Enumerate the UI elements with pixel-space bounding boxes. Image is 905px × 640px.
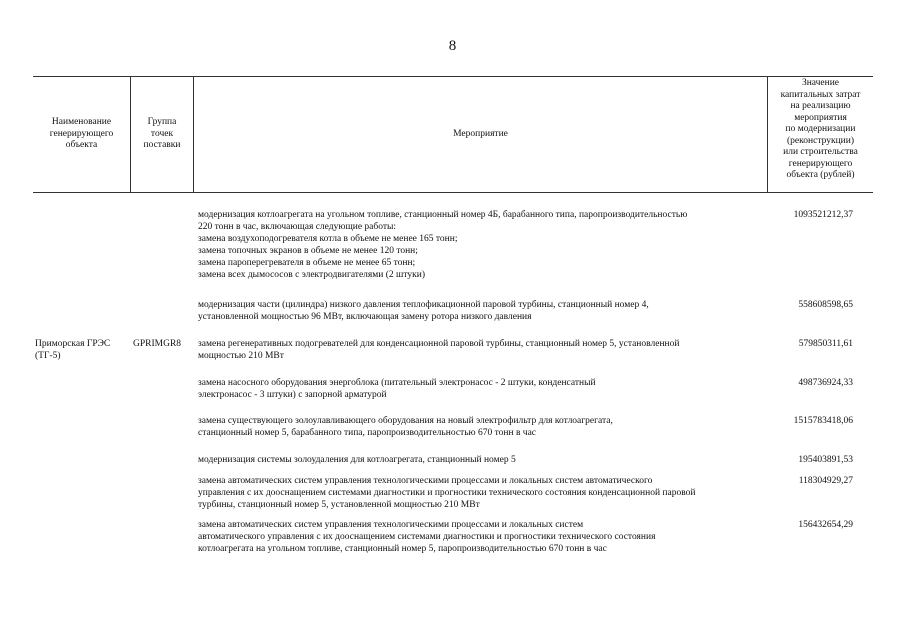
object-name-cell: Приморская ГРЭС (ТГ-5): [35, 339, 111, 361]
cost-row-2: 558608598,65: [798, 300, 853, 310]
measure-row-5: замена существующего золоулавливающего оборудования на новый электрофильтр для котлоагрегата, станционный номер 5, барабанного типа, паропроизводительностью 670 тонн в час: [198, 416, 613, 438]
measure-row-3: замена регенеративных подогревателей для конденсационной паровой турбины, станционный номер 5, установленной мощностью 210 МВт: [198, 339, 680, 361]
cost-row-6: 195403891,53: [798, 455, 853, 465]
measure-row-6: модернизация системы золоудаления для котлоагрегата, станционный номер 5: [198, 455, 516, 465]
measure-row-7: замена автоматических систем управления технологическими процессами и локальных систем автоматического управления с их дооснащением системами диагностики и прогностики технического состояния конденсационной паровой турбины, станционный номер 5, установленной мощностью 210 МВт: [198, 476, 696, 510]
header-delivery-group: Группа точек поставки: [143, 117, 181, 150]
header-capital-cost: Значение капитальных затрат на реализацию мероприятия по модернизации (реконструкции) или строительства генерирующего объекта (рублей): [780, 78, 861, 180]
measure-row-1: модернизация котлоагрегата на угольном топливе, станционный номер 4Б, барабанного типа, паропроизводительностью 220 тонн в час, включающая следующие работы: замена воздухоподогревателя котла в объеме не менее 165 тонн; замена топочных экранов в объеме не менее 120 тонн; замена пароперегревателя в объеме не менее 65 тонн; замена всех дымососов с электродвигателями (2 штуки): [198, 210, 688, 280]
table-top-border: [33, 76, 873, 77]
measure-row-4: замена насосного оборудования энергоблока (питательный электронасос - 2 штуки, конденсатный электронасос - 3 штуки) с запорной арматурой: [198, 378, 596, 400]
measure-row-8: замена автоматических систем управления технологическими процессами и локальных систем автоматического управления с их дооснащением системами диагностики и прогностики технического состояния котлоагрегата на угольном топливе, станционный номер 5, паропроизводительностью 670 тонн в час: [198, 520, 656, 554]
cost-row-8: 156432654,29: [798, 520, 853, 530]
header-bottom-border: [33, 192, 873, 193]
cost-row-5: 1515783418,06: [793, 416, 853, 426]
cost-row-1: 1093521212,37: [793, 210, 853, 220]
cost-row-7: 118304929,27: [798, 476, 853, 486]
measure-row-2: модернизация части (цилиндра) низкого давления теплофикационной паровой турбины, станционный номер 4, установленной мощностью 96 МВт, включающая замену ротора низкого давления: [198, 300, 649, 322]
header-measure: Мероприятие: [453, 129, 508, 139]
cost-row-3: 579850311,61: [798, 339, 853, 349]
header-object-name: Наименование генерирующего объекта: [49, 117, 114, 150]
page-number: 8: [448, 38, 457, 54]
delivery-group-cell: GPRIMGR8: [133, 339, 182, 349]
cost-row-4: 498736924,33: [798, 378, 853, 388]
